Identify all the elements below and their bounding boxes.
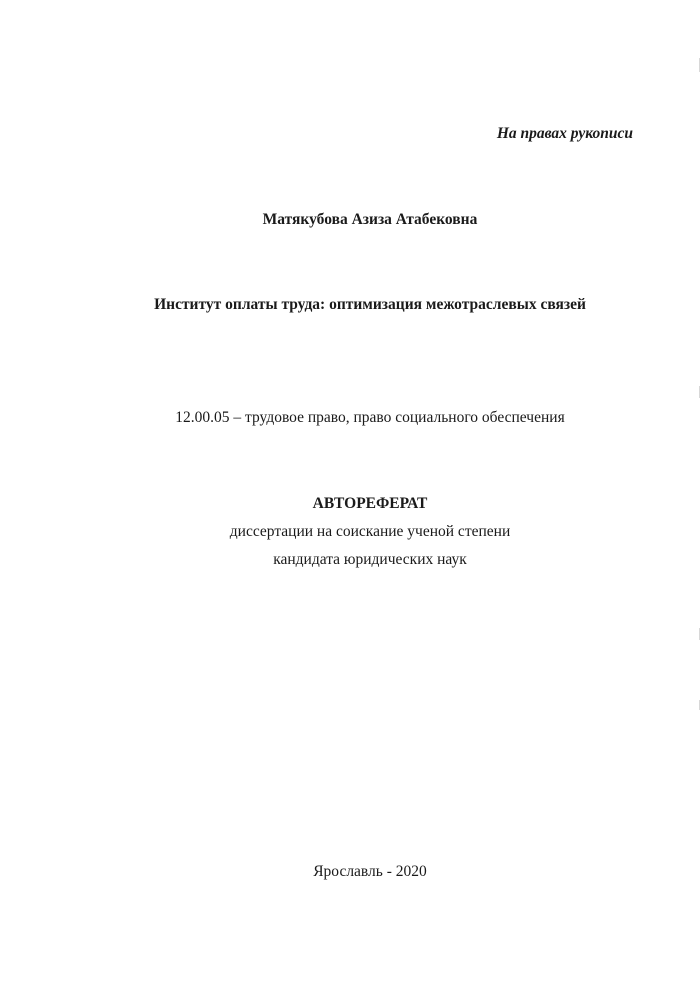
subtitle-line-2: кандидата юридических наук [273,551,467,568]
subtitle-line-1: диссертации на соискание ученой степени [229,523,511,540]
document-type: АВТОРЕФЕРАТ [312,495,428,512]
specialty-code: 12.00.05 – трудовое право, право социального обеспечения [175,409,565,426]
dissertation-title: Институт оплаты труда: оптимизация межотраслевых связей [154,296,586,313]
rights-note: На правах рукописи [496,125,633,142]
city-year: Ярославль - 2020 [313,863,427,880]
author-name: Матякубова Азиза Атабековна [262,211,478,228]
